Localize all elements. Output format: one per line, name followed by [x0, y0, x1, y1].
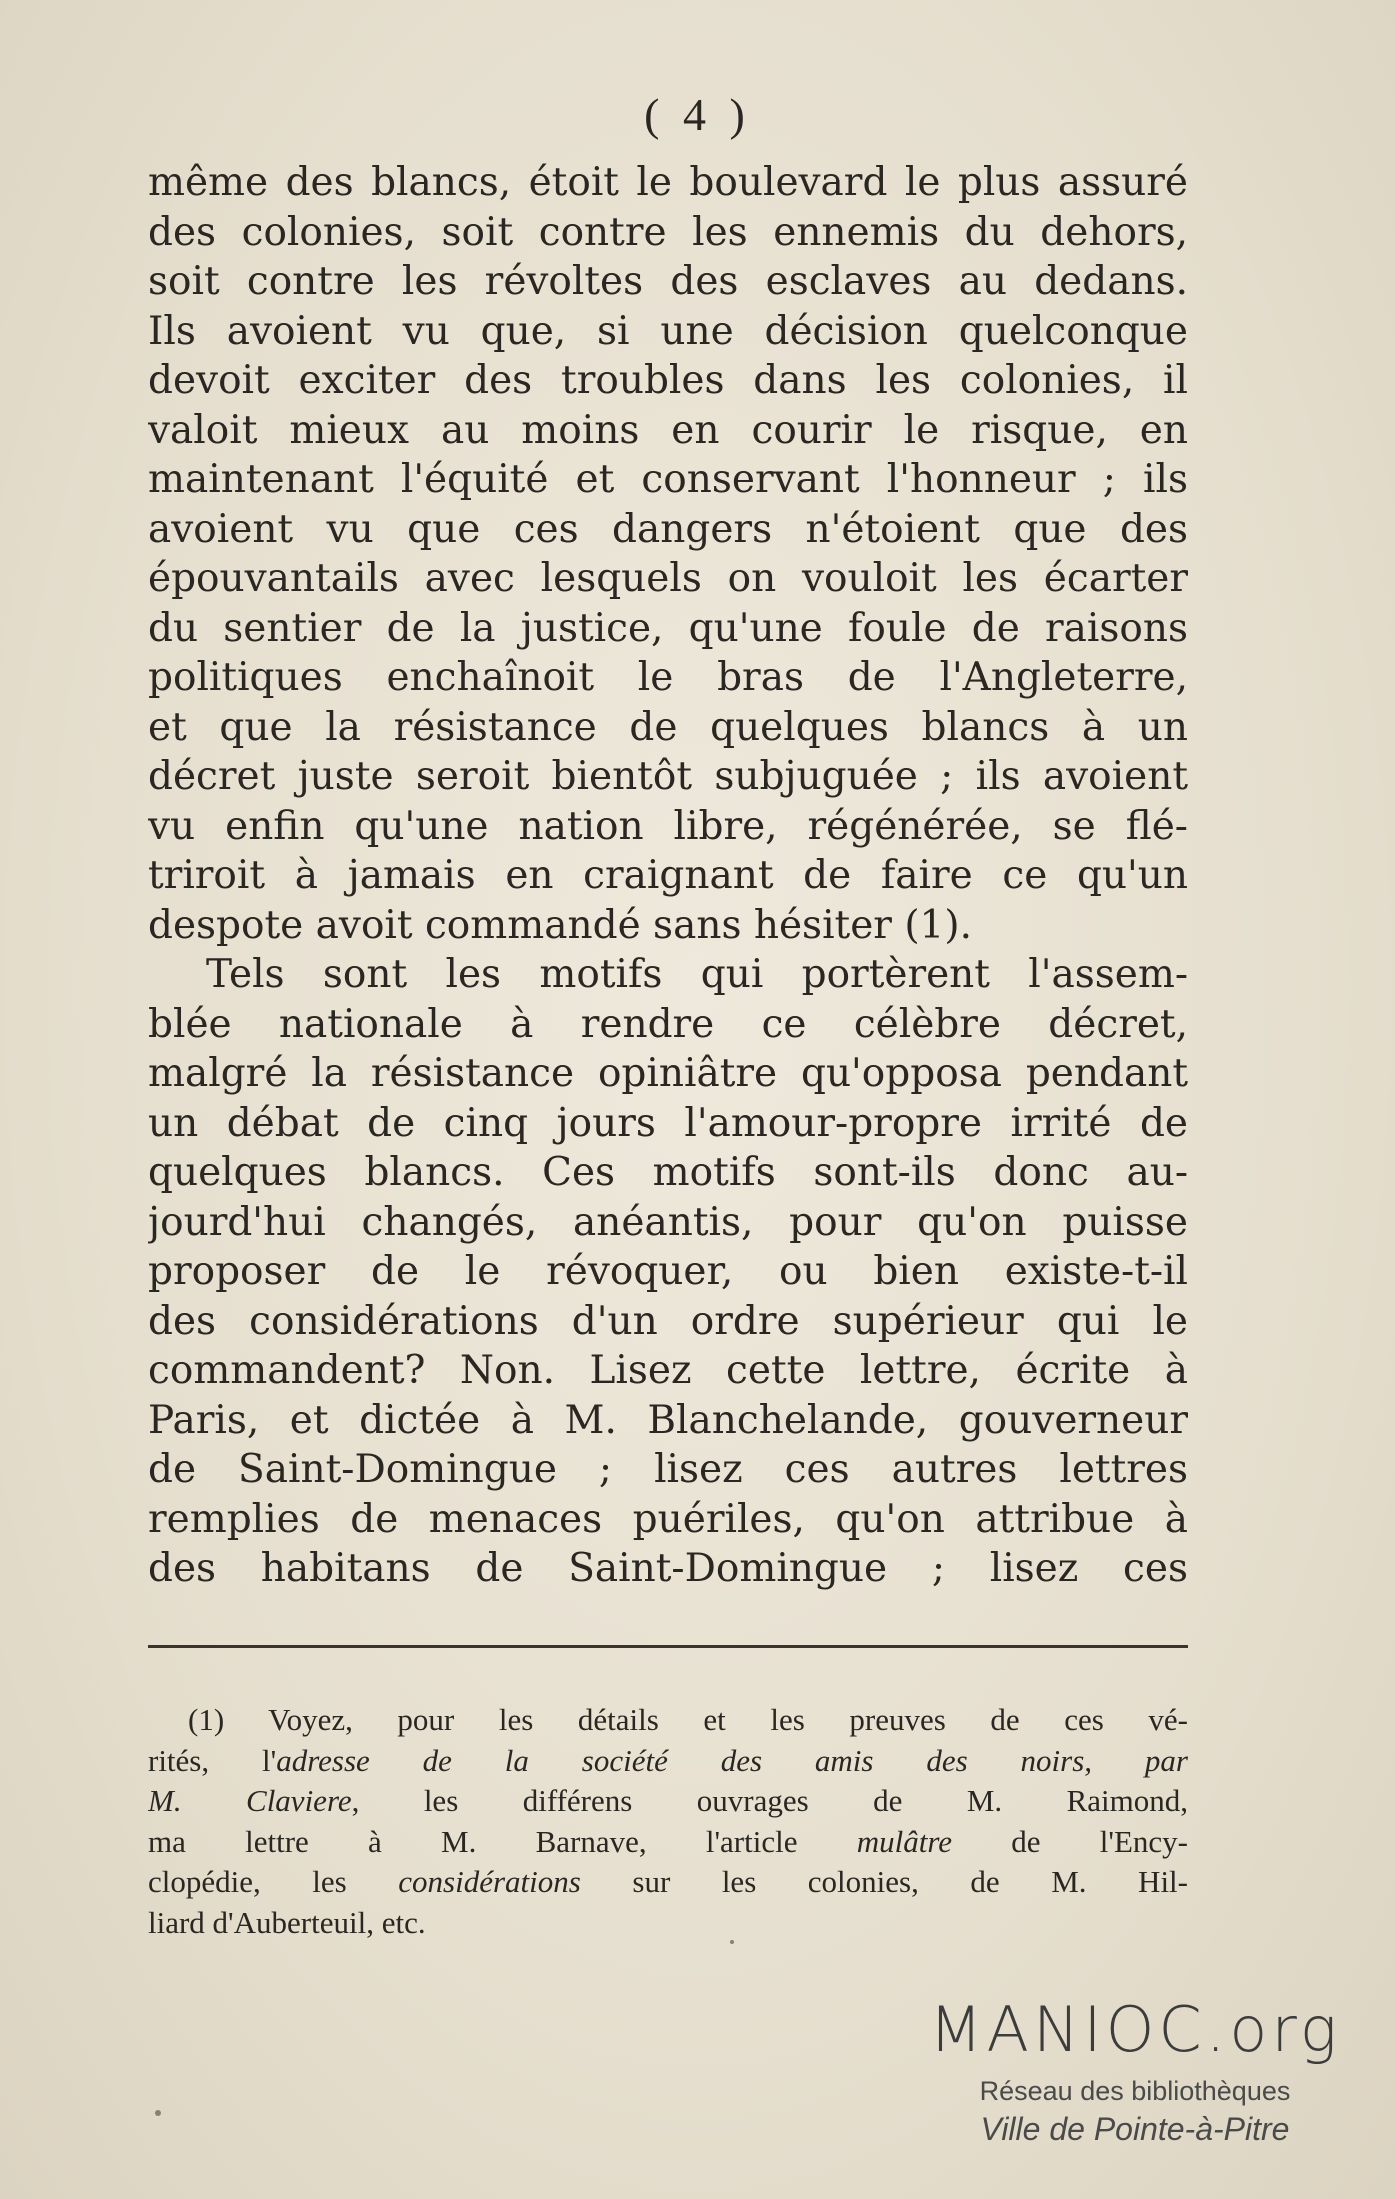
text-line: maintenant l'équité et conservant l'honneur ; ils — [148, 457, 1188, 502]
text-line: soit contre les révoltes des esclaves au dedans. — [148, 259, 1188, 304]
footnote-line: (1) Voyez, pour les détails et les preuves de ces vé- — [188, 1702, 1188, 1737]
footnote-text: clopédie, les — [148, 1864, 399, 1899]
footnote-italic-text: adresse de la société des amis des noirs, par — [276, 1742, 1188, 1778]
logo-location: Ville de Pointe-à-Pitre — [980, 2111, 1290, 2147]
footnote-line: liard d'Auberteuil, etc. — [148, 1904, 426, 1940]
text-line: épouvantails avec lesquels on vouloit les écarter — [148, 556, 1188, 601]
text-line: quelques blancs. Ces motifs sont-ils donc au- — [148, 1150, 1188, 1195]
text-line: des considérations d'un ordre supérieur qui le — [148, 1298, 1188, 1344]
text-line: malgré la résistance opiniâtre qu'opposa pendant — [148, 1051, 1188, 1096]
footnote-italic-text: mulâtre — [856, 1823, 953, 1859]
text-line: Ils avoient vu que, si une décision quelconque — [148, 308, 1188, 354]
footnote-line — [148, 1862, 1188, 1903]
text-line: avoient vu que ces dangers n'étoient que des — [148, 506, 1188, 552]
text-line: de Saint-Domingue ; lisez ces autres lettres — [148, 1447, 1188, 1492]
text-line: valoit mieux au moins en courir le risque, en — [148, 407, 1188, 453]
text-line: proposer de le révoquer, ou bien existe-t-il — [148, 1249, 1188, 1294]
footnote — [148, 1700, 1188, 1943]
text-line: triroit à jamais en craignant de faire ce qu'un — [148, 853, 1188, 898]
logo-wordmark: MANIOC.org — [929, 1993, 1341, 2066]
text-line: Paris, et dictée à M. Blanchelande, gouverneur — [148, 1397, 1188, 1443]
paper-speck — [155, 2110, 161, 2116]
footnote-divider — [148, 1645, 1188, 1648]
paper-speck — [730, 1940, 734, 1944]
text-line: remplies de menaces puériles, qu'on attribue à — [148, 1496, 1188, 1542]
text-line: et que la résistance de quelques blancs à un — [148, 704, 1188, 750]
footnote-line — [148, 1781, 1188, 1822]
text-line: Tels sont les motifs qui portèrent l'assem- — [206, 952, 1188, 997]
text-line: même des blancs, étoit le boulevard le plus assuré — [148, 160, 1188, 205]
text-line: politiques enchaînoit le bras de l'Angleterre, — [148, 655, 1188, 700]
text-line: décret juste seroit bientôt subjuguée ; ils avoient — [148, 754, 1188, 799]
footnote-italic-text: M. Claviere — [148, 1783, 352, 1818]
footnote-text: ma lettre à M. Barnave, l'article — [148, 1823, 857, 1859]
text-line: des colonies, soit contre les ennemis du dehors, — [148, 209, 1188, 255]
footnote-text: , les différens ouvrages de M. Raimond, — [351, 1783, 1188, 1818]
page-number: ( 4 ) — [644, 89, 751, 140]
text-line: un débat de cinq jours l'amour-propre irrité de — [148, 1100, 1188, 1146]
text-line: devoit exciter des troubles dans les colonies, il — [148, 358, 1188, 403]
footnote-text: rités, l' — [148, 1742, 277, 1778]
footnote-line — [148, 1822, 1188, 1863]
footnote-line — [148, 1741, 1188, 1782]
footnote-italic-text: considérations — [398, 1864, 581, 1899]
text-line: jourd'hui changés, anéantis, pour qu'on puisse — [148, 1199, 1188, 1245]
text-line: commandent? Non. Lisez cette lettre, écrite à — [148, 1348, 1188, 1393]
text-line: vu enfin qu'une nation libre, régénérée, se flé- — [148, 803, 1188, 849]
body-text — [148, 158, 1188, 1594]
footnote-text: sur les colonies, de M. Hil- — [580, 1864, 1188, 1899]
logo-subtitle: Réseau des bibliothèques — [979, 2076, 1291, 2106]
manioc-logo — [905, 1995, 1365, 2149]
text-line: despote avoit commandé sans hésiter (1). — [148, 902, 972, 948]
text-line: du sentier de la justice, qu'une foule de raisons — [148, 605, 1188, 651]
footnote-text: de l'Ency- — [952, 1823, 1188, 1859]
text-line: blée nationale à rendre ce célèbre décret, — [148, 1001, 1188, 1047]
text-line: des habitans de Saint-Domingue ; lisez ces — [148, 1546, 1188, 1591]
